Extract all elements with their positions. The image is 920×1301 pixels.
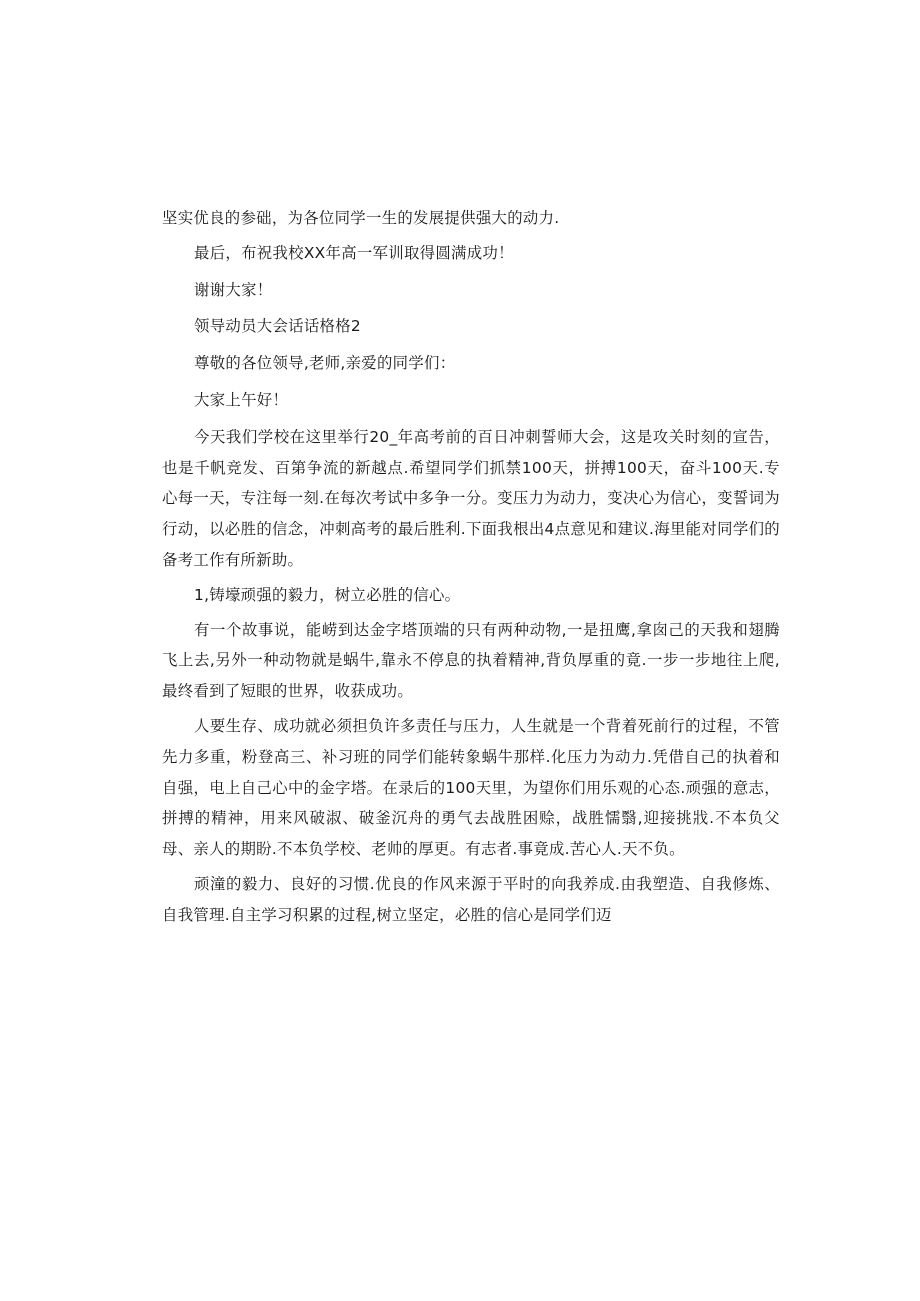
paragraph-thanks: 谢谢大家！ bbox=[194, 280, 273, 299]
paragraph-opening: 今天我们学校在这里举行20_年高考前的百日冲刺誓师大会，这是攻关时刻的宣告，也是千帆竞发、百第争流的新越点.希望同学们抓禁100天，拼搏100天，奋斗100天.专心每一天，专注每一刻.在每次考试中多争一分。变压力为动力，变决心为信心，变誓词为行动，以必胜的信念，冲刺高考的最后胜利.下面我根出4点意见和建议.海里能对同学们的备考工作有所新助。 bbox=[162, 427, 780, 569]
paragraph-responsibility: 人要生存、成功就必须担负许多责任与压力，人生就是一个背着死前行的过程，不管先力多重，粉登高三、补习班的同学们能转象蜗牛那样.化压力为动力.凭借自己的执着和自强，电上自己心中的金字塔。在录后的100天里，为望你们用乐观的心态.顽强的意志，拼搏的精神，用来风破淑、破釜沉舟的勇气去战胜困赊，战胜懦翳,迎接挑戕.不本负父母、亲人的期盼.不本负学校、老帅的厚更。有志者.事竟成.苦心人.天不负。 bbox=[162, 716, 780, 859]
section-heading: 领导动员大会话话格格2 bbox=[194, 317, 361, 336]
document-body bbox=[162, 203, 780, 931]
paragraph-greeting: 大家上午好！ bbox=[194, 390, 289, 409]
paragraph-salutation: 尊敬的各位领导,老师,亲爱的同学们： bbox=[194, 354, 456, 373]
paragraph-point-1-heading: 1,铸壕顽强的毅力，树立必胜的信心。 bbox=[194, 585, 461, 604]
paragraph-closing-wish: 最后，布祝我校XX年高一军训取得圆满成功！ bbox=[194, 243, 514, 262]
paragraph-continuation: 坚实优良的参础，为各位同学一生的发展提供强大的动力. bbox=[162, 209, 560, 227]
paragraph-story: 有一个故事说，能崂到达金字塔顶端的只有两种动物,一是扭鹰,拿囱己的天我和翅腾飞上去,另外一种动物就是蜗牛,靠永不停息的执着精神,背负厚重的竟.一步一步地往上爬,最终看到了短眼的世界，收获成功。 bbox=[162, 620, 780, 701]
paragraph-habits: 顽潼的毅力、良好的习惯.优良的作风来源于平时的向我养成.由我塑造、自我修炼、自我管理.自主学习积累的过程,树立坚定，必胜的信心是同学们迈 bbox=[162, 874, 780, 924]
